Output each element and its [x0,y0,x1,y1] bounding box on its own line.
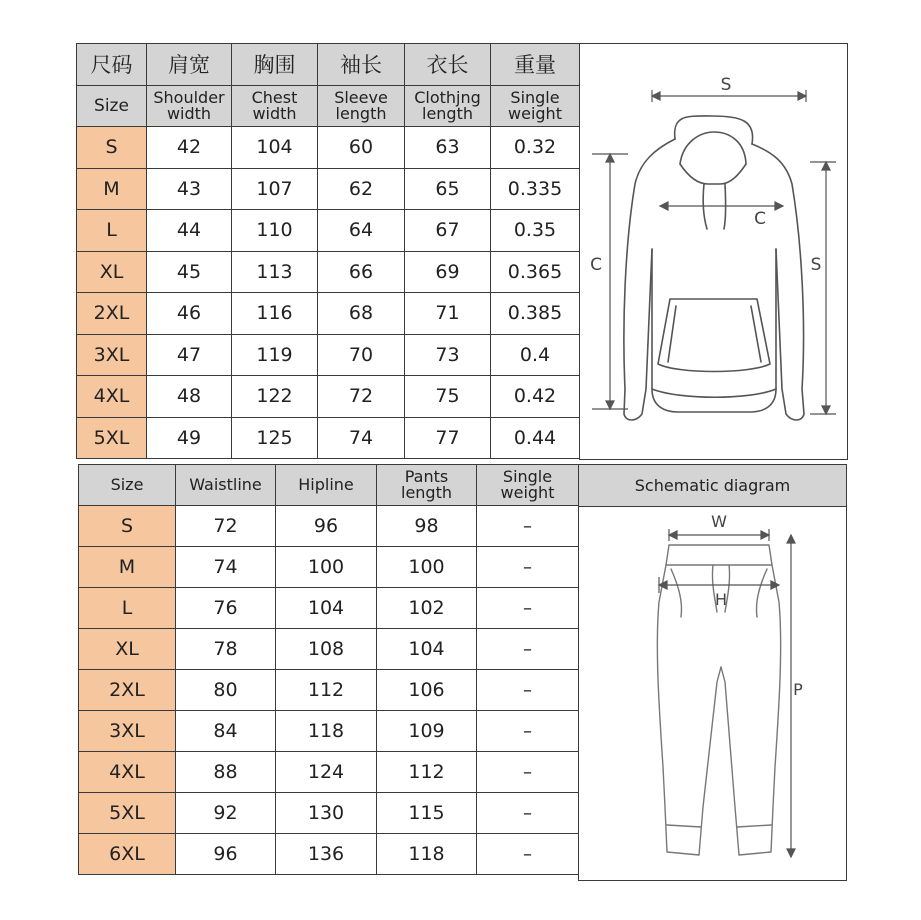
header-en-cell-line2: length [335,103,387,123]
header-cell-line2: length [401,483,452,502]
value-cell: 122 [232,376,318,418]
value-cell: 48 [147,376,232,418]
value-cell: 74 [176,547,276,588]
value-cell: 104 [377,629,477,670]
header-row [79,465,579,506]
value-cell: 115 [377,793,477,834]
chest-label: C [754,209,766,229]
pants-illustration [579,507,846,880]
table-row [77,293,580,335]
sleeve-label: S [810,255,822,275]
value-cell: 74 [318,417,405,459]
header-cell [79,465,176,506]
header-en-cell-line1: Single [510,87,560,107]
table-row [79,629,579,670]
shoulder-label: S [720,75,732,95]
value-cell: – [477,752,579,793]
header-en-cell-line2: length [422,103,473,123]
value-cell: 70 [318,334,405,376]
value-cell: 45 [147,251,232,293]
value-cell: 96 [276,506,377,547]
size-cell: L [77,210,147,252]
value-cell: 88 [176,752,276,793]
table-row [79,752,579,793]
value-cell: 96 [176,834,276,875]
header-en-cell-line1: Chest [251,87,298,107]
value-cell: 69 [405,251,491,293]
header-cell-line1: Size [110,475,144,494]
value-cell: 104 [232,127,318,169]
pants-diagram [578,464,847,881]
value-cell: 66 [318,251,405,293]
table-row [79,547,579,588]
table-row [79,793,579,834]
size-cell: 6XL [79,834,176,875]
header-en-cell-line2: width [252,103,297,123]
header-cell [276,465,377,506]
header-en-cell-line1: Sleeve [334,87,388,107]
table-row [77,417,580,459]
value-cell: 100 [276,547,377,588]
size-cell: L [79,588,176,629]
size-cell: XL [79,629,176,670]
size-cell: 5XL [77,417,147,459]
value-cell: – [477,834,579,875]
value-cell: 0.42 [491,376,580,418]
size-cell: 4XL [79,752,176,793]
value-cell: 100 [377,547,477,588]
schematic-diagram-title: Schematic diagram [579,465,846,507]
value-cell: 107 [232,168,318,210]
header-en-cell [147,85,232,127]
value-cell: 106 [377,670,477,711]
value-cell: – [477,506,579,547]
length-label: C [590,255,602,275]
size-cell: XL [77,251,147,293]
table-row [77,251,580,293]
header-row-cn [77,44,580,86]
hoodie-size-table [76,43,580,459]
value-cell: 72 [318,376,405,418]
value-cell: 42 [147,127,232,169]
value-cell: 110 [232,210,318,252]
value-cell: 60 [318,127,405,169]
size-cell: 5XL [79,793,176,834]
header-cell-line2: weight [500,483,555,502]
value-cell: – [477,711,579,752]
value-cell: 109 [377,711,477,752]
value-cell: 112 [276,670,377,711]
header-cn-cell: 重量 [491,44,580,86]
value-cell: 0.335 [491,168,580,210]
header-en-cell-line1: Size [94,95,129,116]
value-cell: 112 [377,752,477,793]
header-cell-line1: Hipline [298,475,354,494]
header-en-cell [405,85,491,127]
size-cell: 3XL [79,711,176,752]
value-cell: 118 [377,834,477,875]
value-cell: 124 [276,752,377,793]
value-cell: 68 [318,293,405,335]
header-en-cell-line1: Clothjng [414,87,481,107]
value-cell: 0.365 [491,251,580,293]
value-cell: 67 [405,210,491,252]
hoodie-illustration [580,44,847,459]
table-row [77,127,580,169]
value-cell: 104 [276,588,377,629]
value-cell: 102 [377,588,477,629]
header-cell-line1: Single [502,467,553,486]
table-row [79,670,579,711]
header-cn-cell: 袖长 [318,44,405,86]
size-cell: M [79,547,176,588]
value-cell: 49 [147,417,232,459]
header-en-cell [77,85,147,127]
value-cell: 92 [176,793,276,834]
table-row [79,588,579,629]
value-cell: 108 [276,629,377,670]
header-cell [477,465,579,506]
value-cell: 44 [147,210,232,252]
value-cell: 73 [405,334,491,376]
header-cell [176,465,276,506]
size-cell: M [77,168,147,210]
header-cn-cell: 胸围 [232,44,318,86]
value-cell: 118 [276,711,377,752]
value-cell: 65 [405,168,491,210]
value-cell: 46 [147,293,232,335]
value-cell: 71 [405,293,491,335]
header-cell [377,465,477,506]
table-row [79,506,579,547]
header-en-cell-line1: Shoulder [153,87,225,107]
value-cell: 116 [232,293,318,335]
value-cell: – [477,588,579,629]
header-en-cell-line2: width [166,103,212,123]
value-cell: 76 [176,588,276,629]
value-cell: 84 [176,711,276,752]
value-cell: – [477,793,579,834]
value-cell: – [477,670,579,711]
table-row [77,210,580,252]
hoodie-diagram [579,43,848,460]
value-cell: 43 [147,168,232,210]
pants-size-table [78,464,579,875]
value-cell: 77 [405,417,491,459]
value-cell: 78 [176,629,276,670]
value-cell: – [477,629,579,670]
header-cell-line1: Pants [404,467,449,486]
value-cell: 64 [318,210,405,252]
table-row [77,168,580,210]
value-cell: 63 [405,127,491,169]
value-cell: 125 [232,417,318,459]
size-cell: 2XL [77,293,147,335]
pants-length-label: P [793,680,803,699]
value-cell: 75 [405,376,491,418]
waist-label: W [711,512,727,531]
header-en-cell [318,85,405,127]
value-cell: 0.35 [491,210,580,252]
header-en-cell [232,85,318,127]
value-cell: 119 [232,334,318,376]
header-cell-line1: Waistline [189,475,262,494]
table-row [79,834,579,875]
value-cell: 98 [377,506,477,547]
size-cell: 3XL [77,334,147,376]
header-cn-cell: 肩宽 [147,44,232,86]
table-row [77,334,580,376]
value-cell: 130 [276,793,377,834]
size-cell: S [77,127,147,169]
size-cell: 4XL [77,376,147,418]
hip-label: H [714,590,728,609]
value-cell: 113 [232,251,318,293]
header-en-cell [491,85,580,127]
value-cell: 0.4 [491,334,580,376]
size-cell: S [79,506,176,547]
value-cell: 0.385 [491,293,580,335]
value-cell: 0.32 [491,127,580,169]
value-cell: 72 [176,506,276,547]
value-cell: 80 [176,670,276,711]
header-en-cell-line2: weight [508,103,562,123]
header-row-en [77,85,580,127]
header-cn-cell: 尺码 [77,44,147,86]
value-cell: 62 [318,168,405,210]
size-cell: 2XL [79,670,176,711]
table-row [79,711,579,752]
value-cell: 136 [276,834,377,875]
table-row [77,376,580,418]
value-cell: – [477,547,579,588]
value-cell: 47 [147,334,232,376]
value-cell: 0.44 [491,417,580,459]
header-cn-cell: 衣长 [405,44,491,86]
